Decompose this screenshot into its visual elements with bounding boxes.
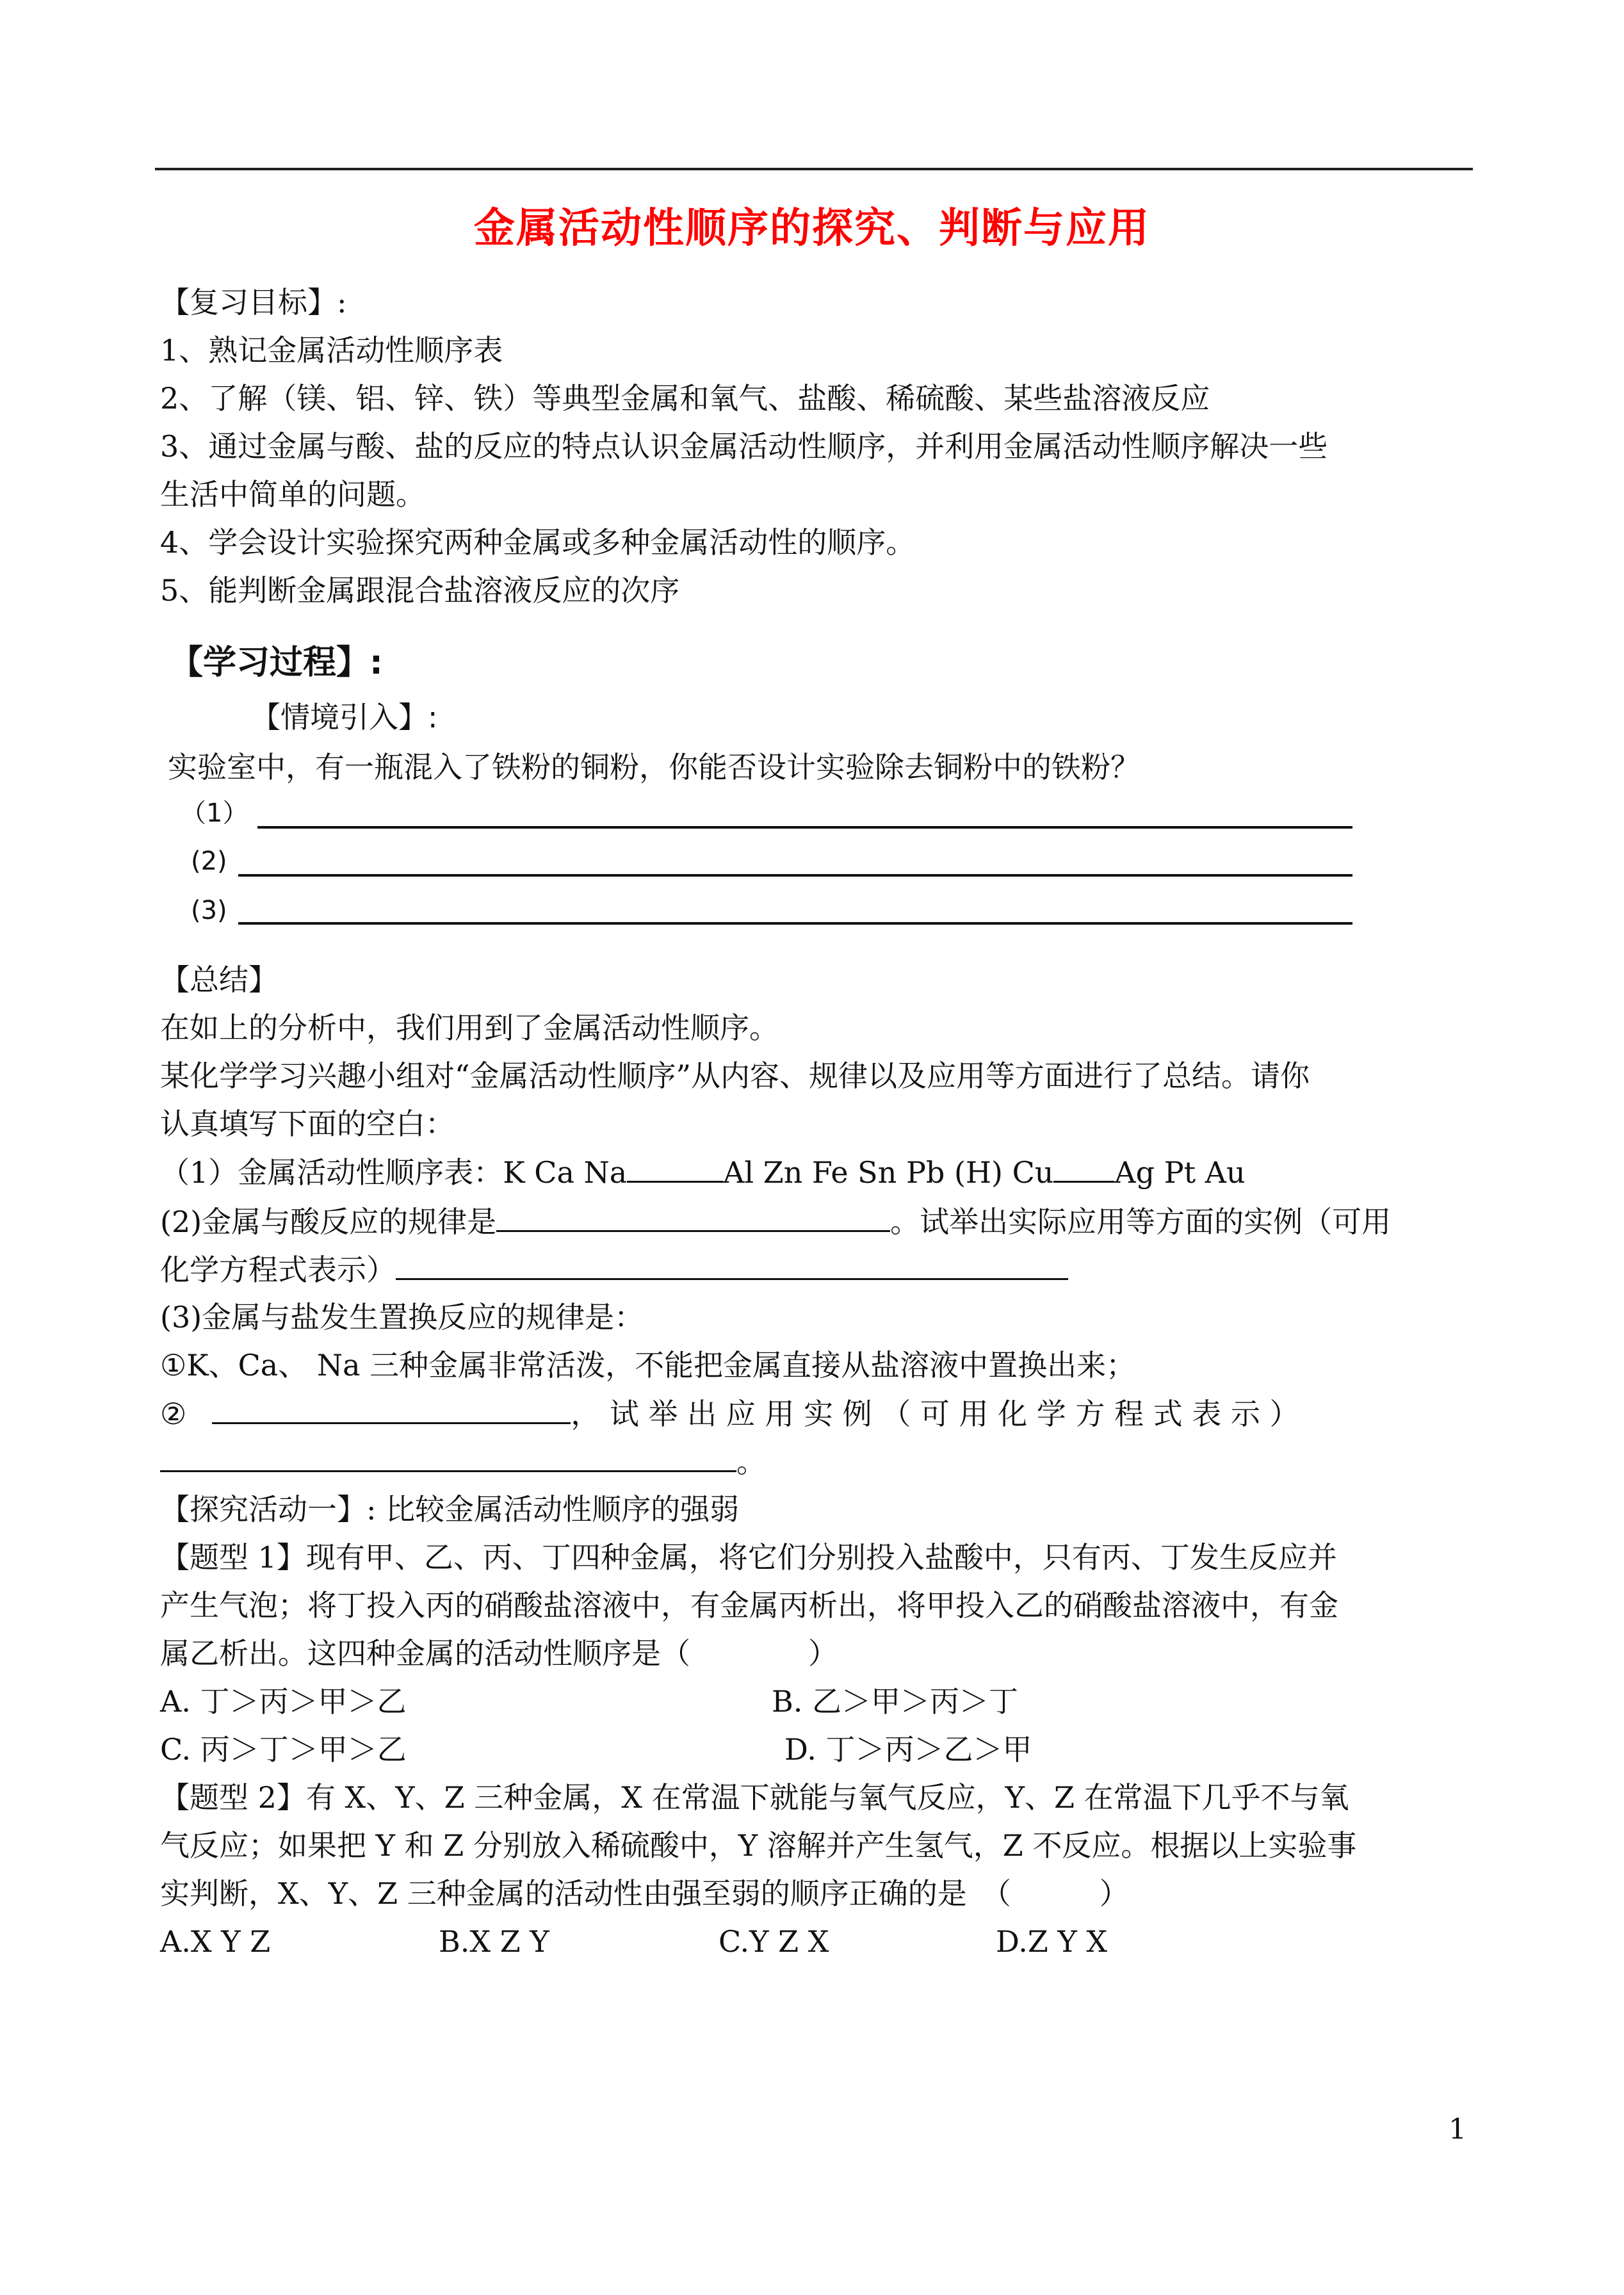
review-item-1: 1、熟记金属活动性顺序表 (160, 333, 503, 368)
review-item-4: 4、学会设计实验探究两种金属或多种金属活动性的顺序。 (160, 525, 916, 560)
q2-option-b[interactable]: B.X Z Y (439, 1924, 549, 1959)
intro-answer-line-1[interactable] (257, 826, 1352, 829)
page-number: 1 (1449, 2113, 1466, 2146)
activity-series-end: Ag Pt Au (1114, 1155, 1246, 1190)
q1-option-d[interactable]: D. 丁＞丙＞乙＞甲 (784, 1732, 1032, 1767)
review-item-3-cont: 生活中简单的问题。 (160, 477, 425, 512)
summary-item-2 (160, 1202, 1391, 1241)
intro-question: 实验室中，有一瓶混入了铁粉的铜粉，你能否设计实验除去铜粉中的铁粉？ (168, 750, 1140, 784)
summary-item-3-1: ①K、Ca、 Na 三种金属非常活泼，不能把金属直接从盐溶液中置换出来； (160, 1348, 1136, 1383)
summary-line-3: 认真填写下面的空白： (160, 1107, 455, 1141)
activity-series-middle: Al Zn Fe Sn Pb (H) Cu (723, 1155, 1054, 1190)
salt-rule-blank[interactable] (212, 1394, 571, 1424)
salt-rule-example-label: ， 试 举 出 应 用 实 例 （ 可 用 化 学 方 程 式 表 示 ） (571, 1397, 1299, 1431)
acid-rule-equation-label: 化学方程式表示） (160, 1253, 396, 1287)
intro-answer-line-3[interactable] (238, 922, 1352, 925)
intro-heading: 【情境引入】: (251, 700, 438, 734)
activity-series-blank-2[interactable] (1053, 1153, 1114, 1183)
q2-line-1: 【题型 2】有 X、Y、Z 三种金属，X 在常温下就能与氧气反应，Y、Z 在常温下几乎不与氧 (160, 1780, 1349, 1815)
activity-series-start: （1）金属活动性顺序表：K Ca Na (160, 1155, 628, 1190)
q2-option-c[interactable]: C.Y Z X (719, 1924, 829, 1959)
summary-item-2-cont (160, 1250, 1068, 1289)
q1-option-c[interactable]: C. 丙＞丁＞甲＞乙 (160, 1732, 407, 1767)
intro-blank-label-1: （1） (181, 799, 248, 828)
review-item-3: 3、通过金属与酸、盐的反应的特点认识金属活动性顺序，并利用金属活动性顺序解决一些 (160, 429, 1328, 464)
header-rule (155, 168, 1473, 170)
intro-blank-label-3: (3) (191, 896, 227, 925)
q1-line-3: 属乙析出。这四种金属的活动性顺序是（ ） (160, 1636, 838, 1671)
intro-blank-label-2: (2) (191, 847, 227, 876)
salt-rule-marker: ② (160, 1397, 187, 1431)
q1-line-2: 产生气泡；将丁投入丙的硝酸盐溶液中，有金属丙析出，将甲投入乙的硝酸盐溶液中，有金 (160, 1588, 1338, 1623)
q2-option-a[interactable]: A.X Y Z (160, 1924, 271, 1959)
review-heading: 【复习目标】: (160, 285, 347, 320)
summary-item-3-2 (160, 1394, 1299, 1433)
summary-item-1 (160, 1153, 1246, 1192)
acid-rule-example-label: 。试举出实际应用等方面的实例（可用 (890, 1204, 1392, 1239)
acid-rule-equation-blank[interactable] (396, 1250, 1068, 1280)
activity1-heading: 【探究活动一】: 比较金属活动性顺序的强弱 (160, 1492, 740, 1527)
review-item-2: 2、了解（镁、铝、锌、铁）等典型金属和氧气、盐酸、稀硫酸、某些盐溶液反应 (160, 381, 1210, 416)
acid-rule-blank[interactable] (496, 1202, 890, 1232)
salt-rule-end: 。 (736, 1445, 766, 1479)
summary-line-1: 在如上的分析中，我们用到了金属活动性顺序。 (160, 1010, 779, 1045)
q2-line-3: 实判断，X、Y、Z 三种金属的活动性由强至弱的顺序正确的是 （ ） (160, 1876, 1129, 1911)
q1-option-a[interactable]: A. 丁＞丙＞甲＞乙 (160, 1684, 407, 1719)
activity-series-blank-1[interactable] (627, 1153, 723, 1183)
q2-option-d[interactable]: D.Z Y X (996, 1924, 1108, 1959)
q1-option-b[interactable]: B. 乙＞甲＞丙＞丁 (772, 1684, 1019, 1719)
page-title: 金属活动性顺序的探究、判断与应用 (474, 204, 1150, 252)
q2-line-2: 气反应；如果把 Y 和 Z 分别放入稀硫酸中，Y 溶解并产生氢气，Z 不反应。根据以上实验事 (160, 1828, 1357, 1863)
summary-line-2: 某化学学习兴趣小组对“金属活动性顺序”从内容、规律以及应用等方面进行了总结。请你 (160, 1058, 1310, 1093)
summary-item-3: (3)金属与盐发生置换反应的规律是： (160, 1300, 644, 1334)
review-item-5: 5、能判断金属跟混合盐溶液反应的次序 (160, 573, 680, 608)
acid-rule-label: (2)金属与酸反应的规律是 (160, 1204, 497, 1239)
q1-line-1: 【题型 1】现有甲、乙、丙、丁四种金属，将它们分别投入盐酸中，只有丙、丁发生反应并 (160, 1540, 1337, 1575)
summary-heading: 【总结】 (160, 962, 278, 997)
salt-rule-equation-blank[interactable] (160, 1442, 736, 1472)
summary-item-3-2-cont (160, 1442, 766, 1481)
process-heading: 【学习过程】: (170, 644, 383, 682)
intro-answer-line-2[interactable] (238, 874, 1352, 877)
